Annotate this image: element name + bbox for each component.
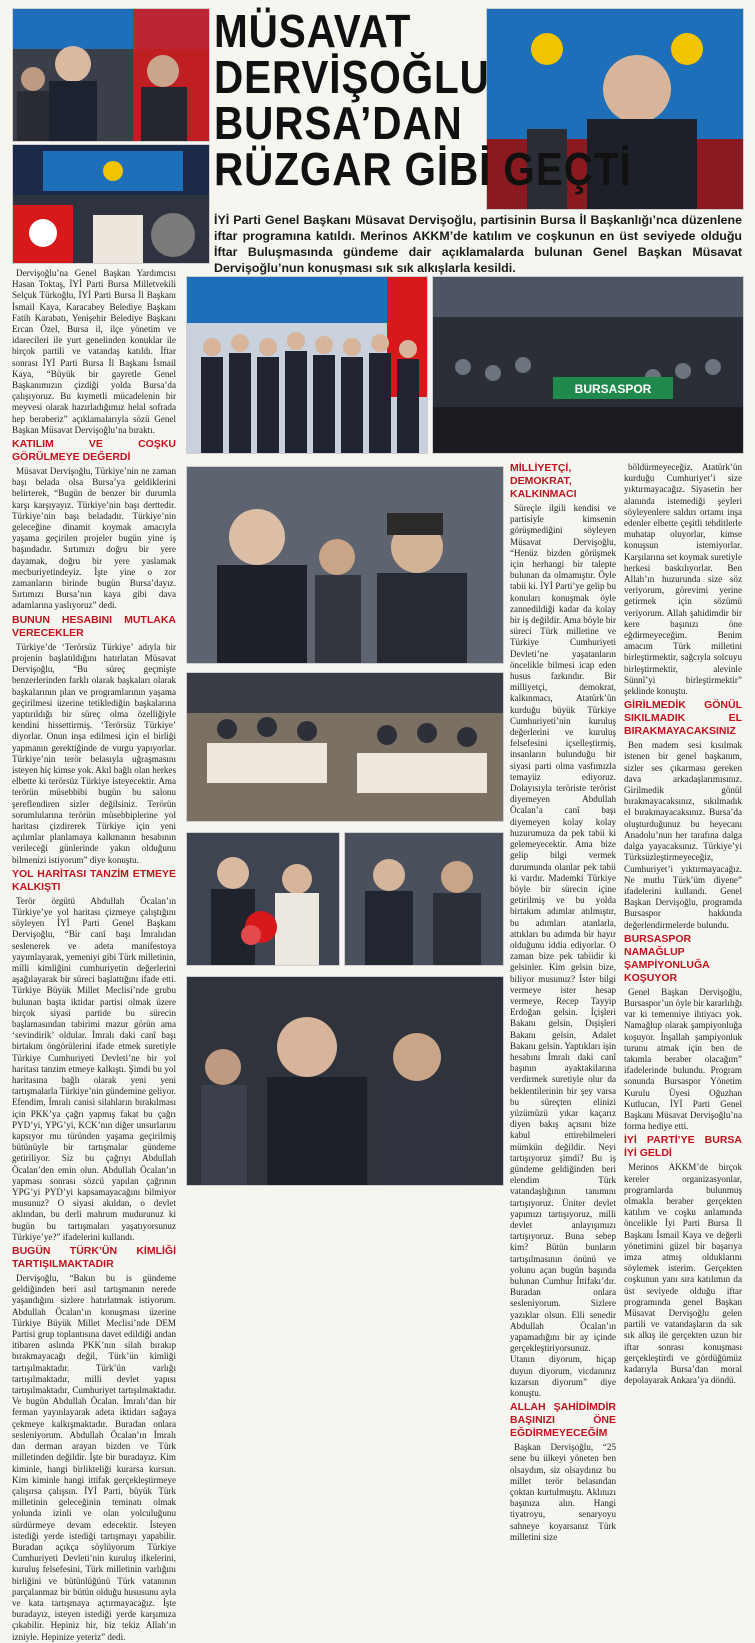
col3-subhead-1: GİRİLMEDİK GÖNÜL SIKILMADIK EL BIRAKMAYACAKSINIZ	[624, 699, 742, 738]
photo-group-party-officials	[186, 276, 428, 454]
photo-iftar-tables	[186, 672, 504, 822]
photo-bursaspor-jersey-hall	[432, 276, 744, 454]
col1-subhead-1: KATILIM VE COŞKU GÖRÜLMEYE DEĞERDİ	[12, 438, 176, 464]
col2-paragraph-2: Başkan Dervişoğlu, “25 sene bu ülkeyi yöneten ben olsaydım, siz olsaydınız bu millet terör belasından çoktan kurtulmuştu. Aklınızı başınıza alın. Hangi tiyatroyu, senaryoyu sahneye koyarsanız Türk milletini size	[510, 1442, 616, 1542]
photo-stage-crowd	[12, 144, 210, 264]
col3-paragraph-1: Ben madem sesi kısılmak istenen bir genel başkanım, sizler ses çıkarması gereken dava arkadaşlarımısınız. Girilmedik gönül bırakmayacaksınız, sıkılmadık el bırakmayacaksınız. Bursa’da oluşturduğunuz bu heyecanı Anadolu’nun her tarafına dalga dalga yayacaksınız. Türkiye’yi Türksüzleştirmeyeceğiz, Cumhuriyet’i yıktırmayacağız. Ne mutlu Türk’üm diyene” ifadelerini kullandı. Genel Başkan Dervişoğlu, programda Bursaspor hakkında değerlendirmelerde bulundu.	[624, 740, 742, 930]
photo-handshake	[344, 832, 504, 966]
col3-paragraph-3: Merinos AKKM’de birçok kereler organizasyonlar, programlarda bulunmuş olmakla beraber gerçekten katılım ve coşku anlamında öncelikle İyi Parti Bursa İl Başkanı İsmail Kaya ve değerli yönetimini güzel bir başarıya imza atmış olduklarını söylemek isterim. Gerçekten coşkunun yanı sıra katılımın da üst seviyede olduğu iftar programında genel Başkan Müsavat Dervişoğlu gelen partili ve vatandaşların da sık sık alkış ile gerçekten uzun bir iftar sonrası konuşması gerçekleştirdi ve gördüğümüz kadarıyla Bursa’dan moral depolayarak Ankara’ya döndü.	[624, 1162, 742, 1386]
photo-dervisoglu-greeting	[12, 8, 210, 142]
lead-paragraph: İYİ Parti Genel Başkanı Müsavat Dervişoğlu, partisinin Bursa İl Başkanlığı’nca düzenlene iftar programına katıldı. Merinos AKKM’de katılım ve coşkunun en üst seviyede olduğu İftar Buluşmasında gündeme dair açıklamalarda bulunan Genel Başkan Müsavat Dervişoğlu’nun konuşması sık sık alkışlarla kesildi.	[214, 213, 742, 275]
col3-paragraph-0: böldürmeyeceğiz. Atatürk’ün kurduğu Cumhuriyet’i size yıktırmayacağız. Siyasetin her alanında istemediği şeyleri söyleyenlere saldırı ortamı inşa edenler elbette çeşitli tehditlerle muhatap oluyorlar, kimse konuşsun istemiyorlar. Karşılarına set koymak suretiyle herkesi baskılıyorlar. Ben Allah’ın huzurunda size söz veriyorum, görevimi yerine getirmek için sözümü veriyorum. Allah şahidimdir bir kere başınızı öne eğdirmeyeceğim. Benim amacım Türk milletini birleştirmektir, sağcıyla solcuyu birleştirmektir, alevinle Sünnî’yi birleştirmektir” şeklinde konuştu.	[624, 462, 742, 697]
col1-subhead-2: BUNUN HESABINI MUTLAKA VERECEKLER	[12, 613, 176, 639]
col1-paragraph-2: Türkiye’de ‘Terörsüz Türkiye’ adıyla bir projenin başlatıldığını hatırlatan Müsavat Dervişoğlu, “Bu süreç geçmişte benzerlerinden farklı olarak başkaları olarak başkalarının plan ve programlarının yaşama geçirilmesi üzerine tetiklediğin başkalarına yaptırıldığı bir süreç olma özelliğiyle kendini hissettirmiş. ‘Terörsüz Türkiye’ diyorlar. Onun inşa edilmesi için el birliği yapmanın gerektiğinde de vurgu yapıyorlar. Türkiye’nin terör belasıyla uğraşmasını isteyen hiç kimse yok. Akıl bağlı olan herkes elbette ki terörsüz Türkiye isteyecektir. Ama terörün müsebbibi bugün bu salonu şereflendiren sizler değilsiniz. Terörün sorumlularına terörün müsebbiplerine yol haritası çizdirerek Türkiye için yeni açılımlar planlamaya kalkmanın hesabının verileceği günlerinde yakın olduğunu bilmenizi istiyorum” diye konuştu.	[12, 641, 176, 865]
col1-paragraph-1: Müsavat Dervişoğlu, Türkiye’nin ne zaman başı belada olsa Bursa’ya geldiklerini belirterek, “Bugün de benzer bir durumla karşı karşıyayız. Türkiye’nin başı derttedir. Türkiye’nin başı beladadır. Türkiye’nin geleceğine dinamit koymak amacıyla yaşama geçirilen projeler bugün yine iş başındadır. Sırtımızı doğru bir yere dayamak, doğru bir yere yaslamak mecburiyetindeyiz. İşte yine o zor zamanların birinde bugün Bursa’dayız. Sırtımızı Bursa’nın kaya gibi dava adamlarına yaslıyoruz” dedi.	[12, 466, 176, 611]
headline-line-2: DERVİŞOĞLU	[214, 51, 490, 103]
col3-paragraph-2: Genel Başkan Dervişoğlu, Bursaspor’un öyle bir kararlılığı var ki temenniye ihtiyacı yok. Namağlup olarak şampiyonluğa koşuyor. İnşallah şampiyonluk turunu atmak için ben de takımla beraber olacağım” ifadelerinde bulundu. Program sonunda Bursaspor Yönetim Kurulu Üyesi Oğuzhan Kutlucan, İYİ Parti Genel Başkanı Müsavat Dervişoğlu’na forma hediye etti.	[624, 986, 742, 1132]
text-column-1	[12, 268, 176, 1642]
headline-line-3: BURSA’DAN	[214, 97, 463, 149]
col1-paragraph-4: Dervişoğlu, “Bakın bu is gündeme geldiğinden beri asıl tartışmanın nerede yaşandığını sizlere hatırlatmak istiyorum. Abdullah Öcalan’ın konuşması üzerine Türkiye Büyük Millet Meclisi’nde DEM Partisi grup toplantısına davet edildiği andan itibaren aslında PKK’nın silah bırakıp bırakmayacağı değil, Türk’ün kimliği tartışılmaktadır. Türk’ün varlığı tartışılmaktadır, milli devlet yapısı tartışılmaktadır, Cumhuriyet tartışılmaktadır. Ve bugün Abdullah Öcalan. İmralı’dan bir ferman yayınlayarak adeta iktidarı sağaya çekmeye kalkışmaktadır. Buradan onlara sesleniyorum. Abdullah Öcalan’ın İmralı dan derman arayan bizden ve Türk milletinden değildir. İşte bir buradayız. Kim kiminle, hangi birlikteliği kurarsa kursun. Kim kiminle hangi ittifak gerçekleştirmeye çalışırsa çalışsın. İYİ Parti, büyük Türk milletinin geleceğinin teminatı olmak yolunda izinli ve olan yolculuğunu sürdürmeye devam edecektir. İsteyen istediği yerde istediği tartışmayı yapabilir. Buradan açıkça söylüyorum Türkiye Cumhuriyeti Devleti’nin kuruluş ilkelerini, kuruluş felsefesini, Türk milletinin varlığını birliğini ve bütünlüğünü Türk vatanının parçalanmaz bir bütün olduğu hususunu ayla ve kata tartışmaya açtırmayacağız. İşte buradayız, isteyen istediği yerde karşımıza çıkabilir. Hepiniz bir, biz tekiz Allah’ın izniyle. Hepinize yeteriz” dedi.	[12, 1273, 176, 1642]
photo-flowers-gift	[186, 832, 340, 966]
col3-subhead-3: İYİ PARTİ’YE BURSA İYİ GELDİ	[624, 1134, 742, 1160]
headline-line-4: RÜZGAR GİBİ GEÇTİ	[214, 143, 632, 195]
col1-subhead-4: BUGÜN TÜRK’ÜN KİMLİĞİ TARTIŞILMAKTADIR	[12, 1245, 176, 1271]
col1-paragraph-3: Terör örgütü Abdullah Öcalan’ın Türkiye’ye yol haritası çizmeye çalıştığını söyleyen İYİ Parti Genel Başkanı Dervişoğlu, “Bir canî başı İmralıdan seslenerek ve adeta manifestoya yayımlayarak, yemeniyi gibi Türk milletinin, milli kimliğini cumhuriyetin değerlerini aşağılayarak bir süreci başlattığını ifade etti. Türkiye Büyük Millet Meclisi’nde grubu bulunan başta iktidar partisi olmak üzere birçok siyasi partide bu sürecin başlamasından tabirimi mazur görün ama ‘sevindirik’ oldular. İmralı daki canî başı birtakım öngörülerini ifade etmek suretiyle Türkiye Cumhuriyeti Devleti’ne bir yol haritası tanzim etmeye kalkıştı. Şimdi bu yol haritasına bağlı olarak yeni yeni tartışmalarla Türkiye’nin gündemine geliyor. Efendim, İmralı canisi silahların bırakılması için PKK’ya çağrı yapmış fakat bu çağrı PYD’yi, YPG’yi, KCK’nın diğer unsurlarını kapsıyor mu türünden yaşama geçirilmiş bütünüyle bir tartışmalar gündeme getiriliyor. Siz bu çağrıyı Abdullah Öcalan’den emin olun. Abdullah Öcalan’ın yapması sonrası sözcü yapılan çağrının YPG’yi PYD’yi kapsamayacağını bilmiyor musunuz? O siyasi akıldan, o devlet aklından, bu derli mahrum mudurunuz ki bugün bu tartışmaları yaşatıyorsunuz Türkiye’ye?” ifadelerini kullandı.	[12, 895, 176, 1242]
col1-subhead-3: YOL HARİTASI TANZİM ETMEYE KALKIŞTI	[12, 867, 176, 893]
photo-elderly-members	[186, 466, 504, 664]
photo-crowd-embrace	[186, 976, 504, 1186]
col1-intro: Dervişoğlu’na Genel Başkan Yardımcısı Hasan Toktaş, İYİ Parti Bursa Milletvekili Selçuk Türkoğlu, İYİ Parti Bursa İl Başkanı İsmail Kaya, Karacabey Belediye Başkanı Fatih Karabatı, Yenişehir Belediye Başkanı Ercan Özel, Bursa il, ilçe yönetim ve idarecileri ile yurt genelinden konuklar ile birçok partili ve vatandaş katıldı. İftar sonrası İYİ Parti Bursa İl Başkanı İsmail Kaya, “Büyük bir gayretle Genel Başkanımızın çizdiği yolda Bursa’da çalışıyoruz. Bu kıymetli mücadelenin bir meyvesi olarak hazırladığımız helal sofrada hep beraberiz” açıklamalarıyla sözü Genel Başkan Müsavat Dervişoğlu’na bıraktı.	[12, 268, 176, 435]
headline-line-1: MÜSAVAT	[214, 5, 412, 57]
banner-text: BURSASPOR	[574, 382, 652, 396]
headline	[214, 5, 664, 208]
col2-subhead-2: ALLAH ŞAHİDİMDİR BAŞINIZI ÖNE EĞDİRMEYECEĞİM	[510, 1401, 616, 1440]
text-column-2	[510, 462, 616, 1542]
col3-subhead-2: BURSASPOR NAMAĞLUP ŞAMPİYONLUĞA KOŞUYOR	[624, 932, 710, 984]
col2-paragraph-1: Süreçle ilgili kendisi ve partisiyle kimsenin görüşmediğini söyleyen Müsavat Dervişoğlu, “Henüz bizden görüşmek için herhangi bir talepte bulunan da olmamıştır. Öyle tabii ki. İYİ Parti’ye gelip bu konuları konuşmak öyle zannedildiği kadar da kolay bir iş değildir. Ama böyle bir süreci Türk milletine ve Türkiye Cumhuriyeti Devleti’ne yaşatanların öncelikle bilmesi icap eden husus farkındır. Bir milliyetçi, demokrat, kalkınmacı, Atatürk’ün kurduğu büyük Türkiye Cumhuriyeti’nin kuruluş değerlerini ve kuruluş felsefesini içselleştirmiş, insanların bulunduğu bir siyasi parti olma vasfımızla temayüz ediyoruz. Dolayısıyla teröriste terörist diyemeyen Abdullah Öcalan’a canî başı diyemeyen kolay kolay huzurumuza da pek tabii ki gelemeyecektir. Ama bize gelip bilgi vermek durumunda olanlar pek tabii ki vardır. Mademki Türkiye böyle bir sürecin içine getirilmiş ve bu yolda birtakım adımlar atılmıştır, bu adımları atanlarla, attıkları bu adımda bir hayır olduğunu iddia ediyorlar. O zaman bize pek tabiidir ki gelsinler. Kim gelsin bize, biliyor musunuz? İster bilgi vermeye ister hesap vermeye, Recep Tayyip Erdoğan gelsin. İçişleri Bakanı gelsin, Dışişleri Bakanı gelsin, Adalet Bakanı gelsin. Yaptıkları işin hesabını İmralı daki canî başının ayaktakilarına verdirmek suretiyle olur da beklentilerinin bir şey varsa bu süreçten elinizi yüzümüzü yıkar kaçarız diyen bakış açısını bize kabul ettirebilmeleri mümkün değildir. Neyi tartışıyoruz şimdi? Bu iş gündeme geldiğinden beri elendim Türk vatandaşlığının tanımını tartışıyoruz. Üniter devlet yapımızı tartışıyoruz, milli devlet anlayışımızı tartışıyoruz. Buna sebep kim? Bütün bunların tartışılmasının önünü ve yolunu açan bugün başında bulunan Cumhur İttifakı’dır. Buradan onlara sesleniyorum. Sizlere yazıklar olsun. Elli senedir Abdullah Öcalan’ın yapamadığını bir ay içinde gerçekleştiriyorsunuz. Utanın diyorum, hiçap duyun diyorum, vicdanınız kızarsın diyorum” diye konuştu.	[510, 503, 616, 1399]
text-column-3	[624, 462, 742, 1386]
col2-subhead-1: MİLLİYETÇİ, DEMOKRAT, KALKINMACI	[510, 462, 577, 500]
